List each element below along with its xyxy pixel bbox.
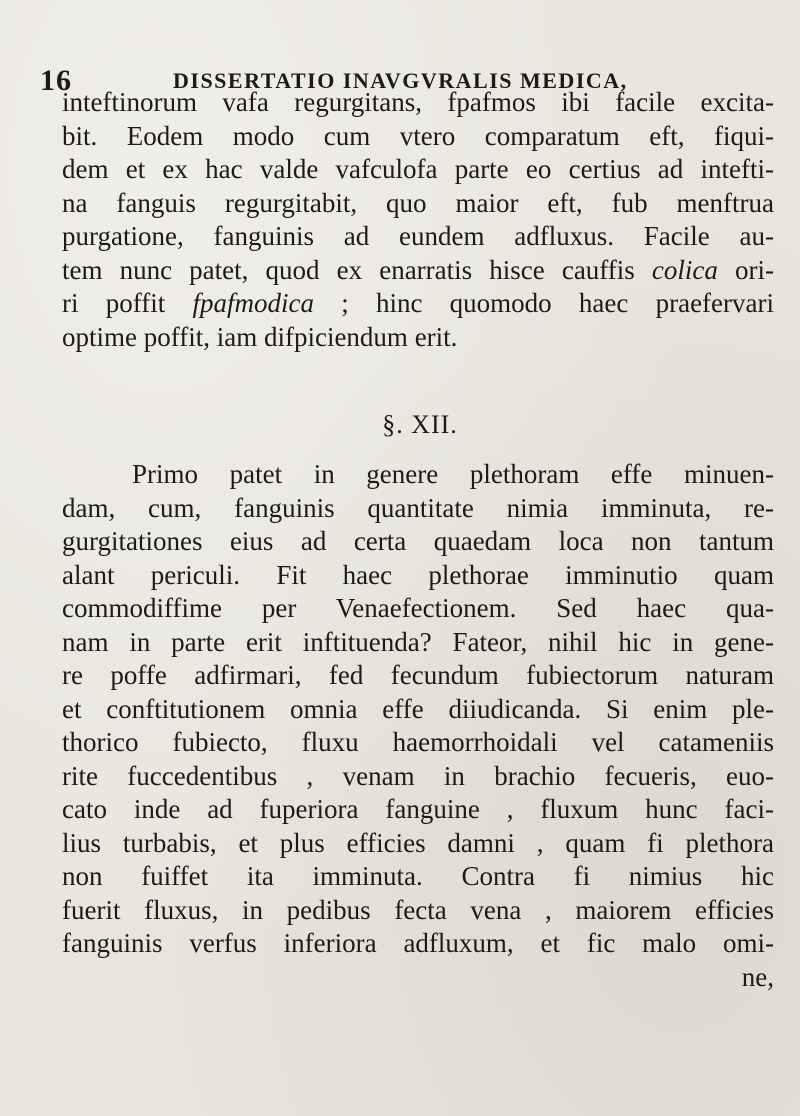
- text-segment: ri poffit: [62, 288, 193, 318]
- text-line: optime poffit, iam difpiciendum erit.: [62, 321, 458, 352]
- text-line: Primo patet in genere plethoram effe minuen-: [132, 459, 774, 489]
- paragraph-2: [62, 458, 774, 994]
- italic-term: colica: [651, 254, 718, 285]
- text-line: [62, 254, 774, 288]
- text-line: fanguinis verfus inferiora adfluxum, et fic malo omi-: [62, 928, 774, 958]
- running-head-title: DISSERTATIO INAVGVRALIS MEDICA,: [173, 68, 628, 93]
- text-line: et conftitutionem omnia effe diiudicanda. Si enim ple-: [62, 693, 774, 724]
- text-line: re poffe adfirmari, fed fecundum fubiectorum naturam: [62, 660, 774, 690]
- section-number: §. XII.: [382, 410, 458, 439]
- text-segment: ori-: [717, 254, 774, 285]
- page-number: 16: [40, 64, 72, 97]
- text-segment: tem nunc patet, quod ex enarratis hisce cauffis: [62, 254, 652, 285]
- text-line: rite fuccedentibus , venam in brachio fecueris, euo-: [62, 760, 774, 791]
- text-line: thorico fubiecto, fluxu haemorrhoidali vel catameniis: [62, 727, 774, 757]
- paragraph-1: [62, 86, 774, 354]
- italic-term: fpafmodica: [192, 288, 314, 318]
- text-line: bit. Eodem modo cum vtero comparatum eft, fiqui-: [62, 120, 774, 151]
- text-line: purgatione, fanguinis ad eundem adfluxus. Facile au-: [62, 221, 774, 251]
- text-line: alant periculi. Fit haec plethorae imminutio quam: [62, 559, 774, 590]
- text-line: dam, cum, fanguinis quantitate nimia imminuta, re-: [62, 492, 774, 523]
- text-line: na fanguis regurgitabit, quo maior eft, fub menftrua: [62, 187, 774, 218]
- text-line: lius turbabis, et plus efficies damni , quam fi plethora: [62, 827, 774, 858]
- text-line: gurgitationes eius ad certa quaedam loca non tantum: [62, 526, 774, 556]
- text-line: fuerit fluxus, in pedibus fecta vena , maiorem efficies: [62, 894, 774, 925]
- text-segment: ; hinc quomodo haec praefervari: [313, 288, 774, 318]
- text-line: dem et ex hac valde vafculofa parte eo certius ad intefti-: [62, 154, 774, 184]
- text-line: [62, 287, 774, 321]
- text-line: inteftinorum vafa regurgitans, fpafmos ibi facile excita-: [62, 87, 774, 117]
- text-line: nam in parte erit inftituenda? Fateor, nihil hic in gene-: [62, 626, 774, 657]
- section-heading: [0, 410, 800, 440]
- text-line: cato inde ad fuperiora fanguine , fluxum hunc faci-: [62, 794, 774, 824]
- text-line: commodiffime per Venaefectionem. Sed haec qua-: [62, 593, 774, 623]
- catchword: ne,: [741, 961, 774, 992]
- text-line: non fuiffet ita imminuta. Contra fi nimius hic: [62, 861, 774, 891]
